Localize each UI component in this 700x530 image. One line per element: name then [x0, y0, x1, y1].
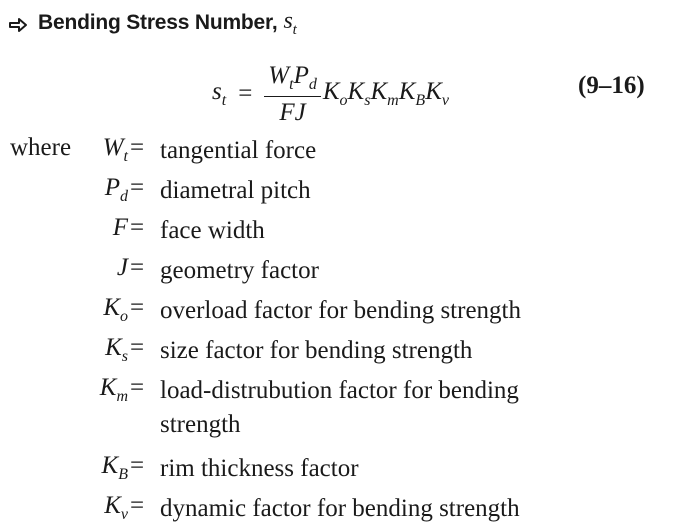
equation-factors: $K_oK_sK_mK_BK_v$ [322, 78, 449, 109]
equation-fraction [264, 62, 321, 127]
definition-row [0, 488, 700, 528]
definition-equals: = [130, 452, 145, 479]
definition-equals: = [130, 214, 145, 241]
definition-term: $K_B$ [101, 452, 128, 483]
right-arrow-icon [8, 15, 28, 31]
equation-equals: = [238, 80, 253, 107]
definition-equals: = [130, 134, 145, 161]
heading-title: Bending Stress Number, [38, 11, 278, 35]
definition-term: $P_d$ [104, 174, 128, 205]
heading-symbol: $s_t$ [283, 8, 297, 38]
definition-equals: = [130, 294, 145, 321]
definition-row [0, 448, 700, 488]
definition-description: geometry factor [160, 257, 319, 284]
section-heading [8, 8, 297, 39]
fraction-numerator: $W_tP_d$ [264, 62, 321, 97]
definition-description: face width [160, 217, 265, 244]
definition-description: size factor for bending strength [160, 337, 473, 364]
definition-term: $K_o$ [103, 294, 128, 325]
definition-equals: = [130, 174, 145, 201]
definition-description: dynamic factor for bending strength [160, 495, 520, 522]
definition-row [0, 170, 700, 210]
definition-description: diametral pitch [160, 177, 311, 204]
definition-description: overload factor for bending strength [160, 297, 521, 324]
definition-row [0, 250, 700, 290]
where-label: where [10, 134, 72, 161]
equation-number: (9–16) [578, 72, 645, 99]
definitions-list [0, 130, 700, 528]
definition-equals: = [130, 254, 145, 281]
definition-description: load-distrubution factor for bending strength [160, 377, 519, 438]
definition-row [0, 370, 700, 448]
definition-description: tangential force [160, 137, 317, 164]
definition-row [0, 210, 700, 250]
definition-term: $K_m$ [99, 374, 128, 405]
definition-row [0, 290, 700, 330]
definition-equals: = [130, 374, 145, 401]
definition-description: rim thickness factor [160, 455, 359, 482]
equation-lhs: $s_t$ [212, 78, 227, 109]
definition-term: $K_v$ [104, 492, 128, 523]
definition-equals: = [130, 492, 145, 519]
definition-equals: = [130, 334, 145, 361]
definition-term: F [112, 214, 128, 241]
definition-row [0, 130, 700, 170]
definition-term: $W_t$ [102, 134, 128, 165]
fraction-denominator: FJ [279, 98, 306, 126]
definition-term: J [116, 254, 128, 281]
definition-term: $K_s$ [105, 334, 128, 365]
bending-stress-equation [212, 55, 449, 133]
definition-row [0, 330, 700, 370]
